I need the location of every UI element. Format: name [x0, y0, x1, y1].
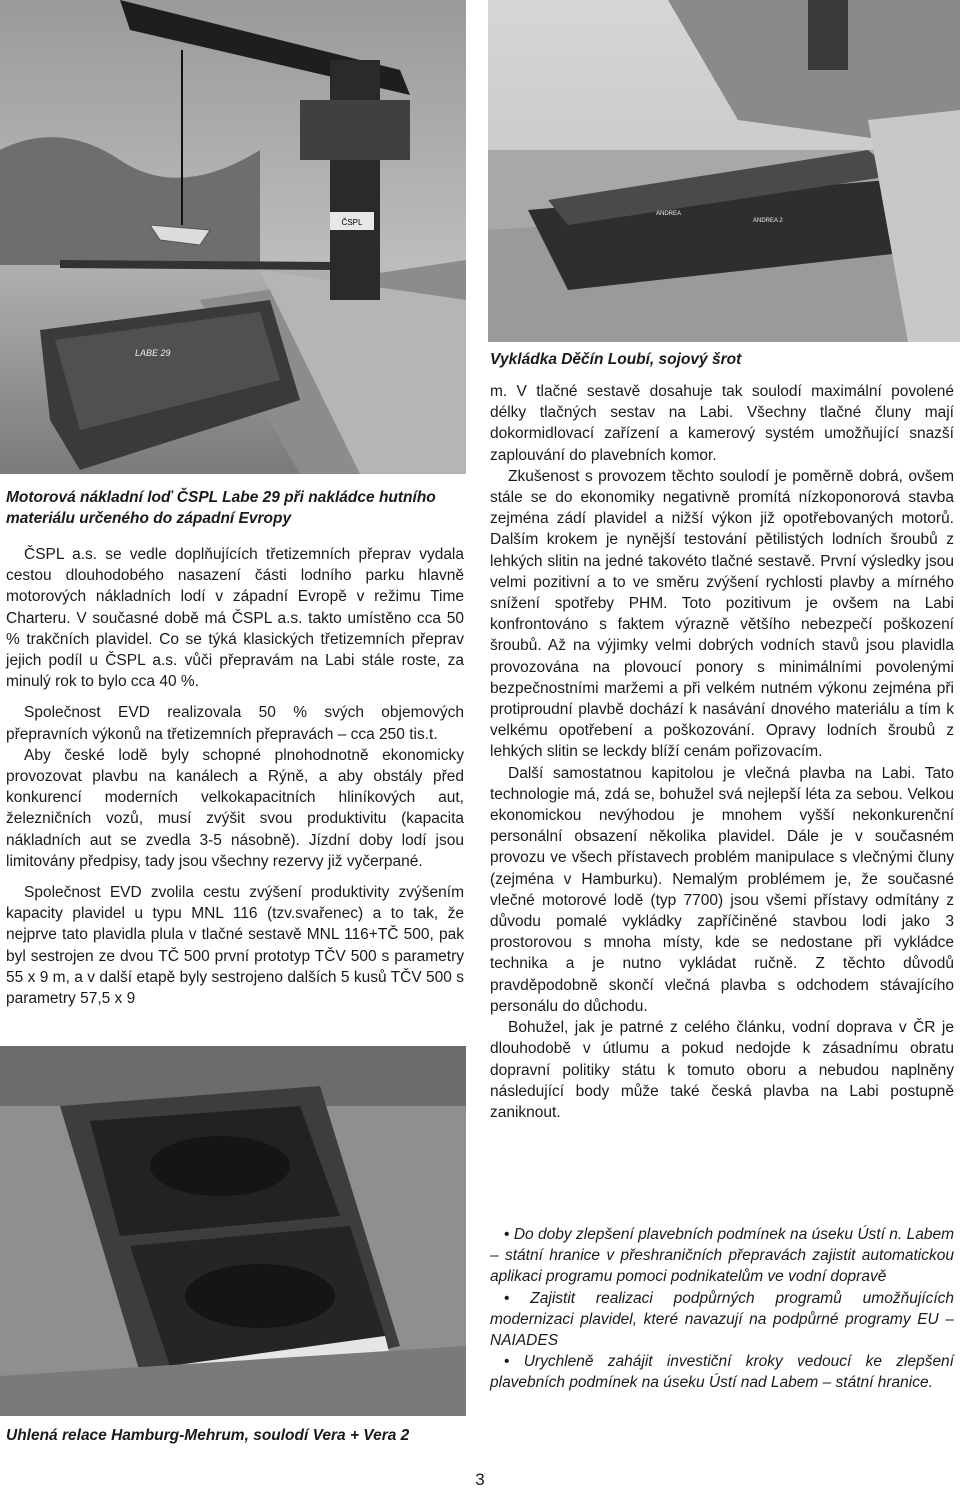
right-column	[490, 381, 954, 1123]
caption-bottom-left-photo: Uhlená relace Hamburg-Mehrum, soulodí Vera + Vera 2	[6, 1427, 410, 1444]
list-item	[490, 1224, 954, 1288]
ship-name-labe-29: LABE 29	[135, 348, 171, 358]
photo-ships-vera	[0, 1046, 466, 1416]
paragraph: m. V tlačné sestavě dosahuje tak soulodí maximální povolené délky tlačných sestav na Labi. Všechny tlačné čluny mají dokormidlovací zařízení a kamerový systém umožňující snazší zaplouvání do plavebních komor.	[490, 383, 954, 464]
paragraph: Společnost EVD realizovala 50 % svých objemových přepravních výkonů na třetizemních přepravách – cca 250 tis.t.	[6, 704, 464, 743]
caption-top-right-photo: Vykládka Děčín Loubí, sojový šrot	[490, 351, 742, 368]
paragraph: Aby české lodě byly schopné plnohodnotně ekonomicky provozovat plavbu na kanálech a Rýně, a aby obstály před konkurencí moderních velkokapacitních hliníkových aut, železničních vozů, musí zvýšit svou produktivitu (kapacita nákladních aut se zvedla 3-5 násobně). Jízdní doby lodí jsou limitovány předpisy, tady jsou všechny rezervy již vyčerpané.	[6, 746, 464, 870]
paragraph: Společnost EVD zvolila cestu zvýšení produktivity zvýšením kapacity plavidel u typu MNL 116 (tzv.svařenec) a to tak, že nejprve tato plavidla plula v tlačné sestavě MNL 116+TČ 500, pak byl sestrojen ze dvou TČ 500 první prototyp TČV 500 s parametry 55 x 9 m, a v další etapě byly sestrojeno dalších 5 kusů TČV 500 s parametry 57,5 x 9	[6, 884, 464, 1008]
list-item	[490, 1351, 954, 1393]
ship-name-andrea-2: ANDREA 2	[753, 218, 783, 224]
photo-ship-labe-29	[0, 0, 466, 474]
paragraph: Další samostatnou kapitolou je vlečná plavba na Labi. Tato technologie má, zdá se, bohužel svá nejlepší léta za sebou. Velkou ekonomickou nevýhodou je mnohem vyšší nekonkurenční personální obsazení několika plavidel. Dále je v současném provozu ve všech přístavech problém manipulace s vlečnými čluny (zejména v Hamburku). Nemalým problémem je, že současné vlečné motorové lodě (typ 7700) jsou všemi přístavy odmítány z důvodu pomalé vykládky zapříčiněné stavbou lodi jako 3 prostorovou s mnoha místy, kde se nedostane při vykládce technika a je nutno vykládat ručně. Z těchto důvodů pravděpodobně skončí vlečná plavba s odchodem stávajícího personálu do důchodu.	[490, 764, 954, 1015]
ship-name-andrea: ANDREA	[656, 211, 682, 217]
crane-sign: ČSPL	[341, 218, 363, 227]
bullet-icon: •	[504, 1289, 510, 1307]
paragraph: ČSPL a.s. se vedle doplňujících třetizemních přeprav vydala cestou dlouhodobého nasazení části lodního parku hlavně motorových nákladních lodí v západní Evropě v režimu Time Charteru. V současné době má ČSPL a.s. takto umístěno cca 50 % trakčních plavidel. Co se týká klasických třetizemních přeprav jejich podíl u ČSPL a.s. vůči přepravám na Labi stále roste, za minulý rok to bylo cca 40 %.	[6, 546, 464, 691]
paragraph: Zkušenost s provozem těchto soulodí je poměrně dobrá, ovšem stále se do ekonomiky negativně promítá nízkoponorová stavba zejména zádí plavidel a nižší výkon již opotřebovaných motorů. Dalším krokem je nynější testování pětilistých lodních šroubů z lehkých slitin na jedné takovéto tlačné sestavě. První výsledky jsou velmi pozitivní a to ve směru zvýšení rychlosti plavby a mírného snížení spotřeby PHM. Toto pozitivum je ovšem na Labi konfrontováno s faktem výrazně většího nebezpečí poškození šroubů. Až na výjimky velmi dobrých vodních stavů jsou plavidla provozována na plovoucí ponory s minimálními povolenými bezpečnostními maržemi a při velkém nutném výkonu zejména při protiproudní plavbě dochází k nasávání dnového materiálu a tím k velkému opotřebení a poškozování. Opravy lodních šroubů z lehkých slitin se leckdy blíží cenám pořizovacím.	[490, 467, 954, 761]
photo-ships-andrea	[488, 0, 960, 342]
left-column	[6, 544, 464, 1009]
paragraph: Bohužel, jak je patrné z celého článku, vodní doprava v ČR je dlouhodobě v útlumu a pokud nedojde k zásadnímu obratu dopravní politiky státu k tomuto oboru a nebudou naplněny následující body může také česká plavba na Labi postupně zaniknout.	[490, 1019, 954, 1121]
bullet-icon: •	[504, 1226, 510, 1243]
page-number: 3	[475, 1470, 485, 1489]
caption-top-left-photo: Motorová nákladní loď ČSPL Labe 29 při nakládce hutního materiálu určeného do západní Evropy	[6, 489, 436, 527]
list-item-text: Urychleně zahájit investiční kroky vedoucí ke zlepšení plavebních podmínek na úseku Ústí nad Labem – státní hranice.	[490, 1353, 954, 1392]
list-item-text: Zajistit realizaci podpůrných programů umožňujících modernizaci plavidel, které navazují na podpůrné programy EU – NAIADES	[490, 1289, 954, 1350]
bullet-icon: •	[504, 1353, 510, 1371]
bullet-list	[490, 1224, 954, 1394]
list-item	[490, 1288, 954, 1352]
list-item-text: Do doby zlepšení plavebních podmínek na úseku Ústí n. Labem – státní hranice v přeshraničních přepravách zajistit automatickou aplikaci programu pomoci podnikatelům ve vodní dopravě	[490, 1226, 954, 1286]
